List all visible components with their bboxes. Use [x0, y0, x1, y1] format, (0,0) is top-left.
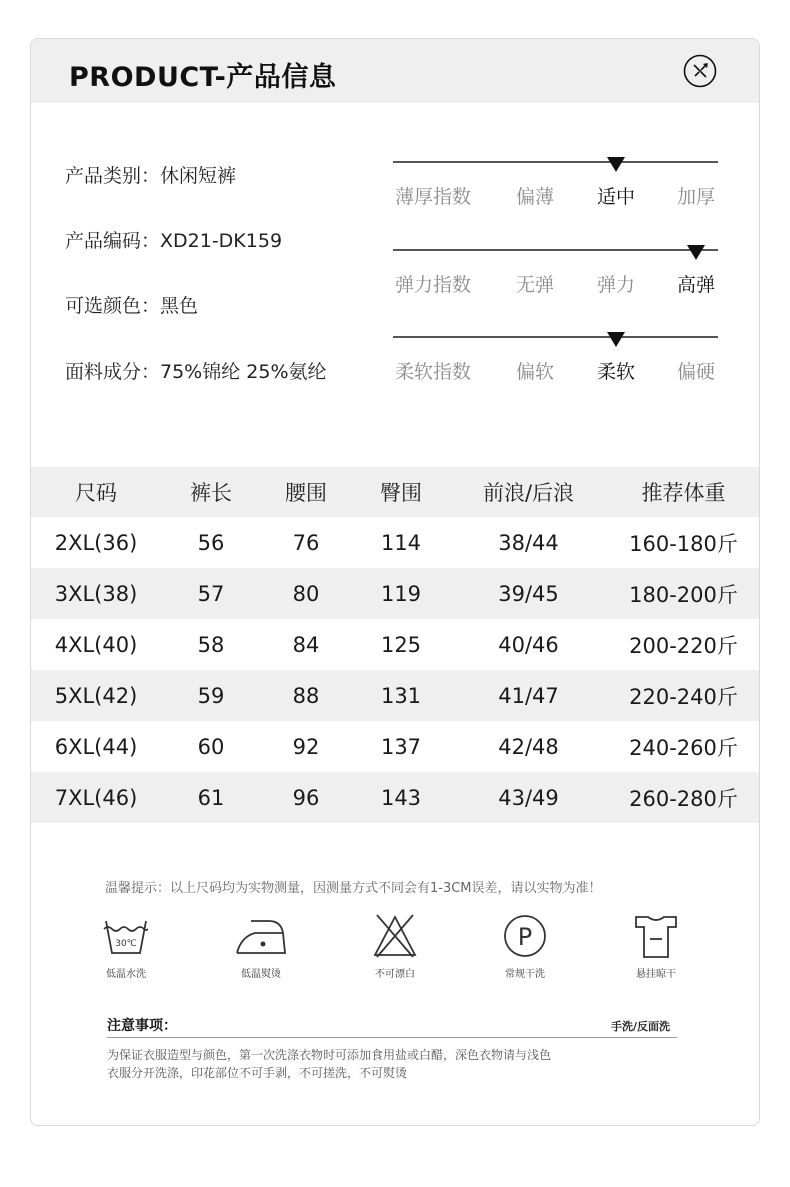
dry-clean-symbol: P	[517, 923, 533, 951]
scale-option: 偏薄	[515, 186, 555, 208]
table-cell: 39/45	[498, 581, 559, 606]
table-cell: 88	[292, 683, 320, 708]
table-cell: 59	[197, 683, 225, 708]
table-cell: 137	[380, 734, 422, 759]
column-header: 尺码	[75, 481, 117, 505]
scale-marker-icon	[607, 332, 625, 347]
elasticity-scale	[393, 249, 718, 319]
table-cell: 220-240斤	[629, 684, 738, 709]
care-label: 低温熨烫	[241, 969, 281, 980]
table-cell: 60	[197, 734, 225, 759]
table-cell: 61	[197, 785, 225, 810]
info-category: 产品类别：休闲短裤	[65, 165, 237, 187]
table-row	[31, 619, 760, 670]
no-bleach-icon	[367, 913, 423, 959]
table-cell: 7XL(46)	[54, 785, 138, 810]
care-item-wash	[81, 911, 171, 981]
scale-option: 弹力	[596, 274, 636, 296]
table-cell: 119	[380, 581, 422, 606]
care-label: 不可漂白	[375, 969, 415, 980]
column-header: 推荐体重	[641, 481, 726, 505]
size-table	[31, 467, 760, 823]
column-header: 前浪/后浪	[482, 481, 575, 505]
page-title: PRODUCT-产品信息	[69, 62, 337, 93]
table-row	[31, 568, 760, 619]
table-cell: 84	[292, 632, 320, 657]
scale-option: 加厚	[676, 186, 716, 208]
dry-clean-icon	[497, 913, 553, 959]
scale-marker-icon	[607, 157, 625, 172]
scale-option-selected: 适中	[596, 186, 636, 208]
notice-line-2: 衣服分开洗涤，印花部位不可手剥，不可搓洗，不可熨烫	[107, 1066, 408, 1080]
table-cell: 43/49	[498, 785, 559, 810]
iron-low-icon	[233, 913, 289, 959]
table-row	[31, 772, 760, 823]
notice-title: 注意事项：	[107, 1018, 177, 1034]
measurement-tip: 温馨提示：以上尺码均为实物测量，因测量方式不同会有1-3CM误差，请以实物为准！	[105, 881, 602, 896]
wash-30-icon	[98, 913, 154, 959]
scale-label: 薄厚指数	[394, 186, 472, 208]
table-cell: 2XL(36)	[54, 530, 138, 555]
table-cell: 180-200斤	[629, 582, 738, 607]
thickness-scale	[393, 161, 718, 231]
divider	[107, 1037, 677, 1038]
table-cell: 125	[380, 632, 422, 657]
info-code: 产品编码：XD21-DK159	[65, 230, 283, 252]
scale-line	[393, 161, 718, 163]
scale-line	[393, 249, 718, 251]
table-cell: 240-260斤	[629, 735, 738, 760]
column-header: 腰围	[285, 481, 327, 505]
product-info-card	[30, 38, 760, 1126]
scale-option-selected: 高弹	[676, 274, 716, 296]
care-item-hang	[611, 911, 701, 981]
table-cell: 5XL(42)	[54, 683, 138, 708]
table-cell: 114	[380, 530, 422, 555]
table-cell: 6XL(44)	[54, 734, 138, 759]
care-item-dryclean	[480, 911, 570, 981]
info-color: 可选颜色：黑色	[65, 295, 199, 317]
table-row	[31, 517, 760, 568]
close-circle-icon[interactable]	[683, 54, 717, 88]
table-row	[31, 670, 760, 721]
care-item-iron	[216, 911, 306, 981]
table-cell: 160-180斤	[629, 531, 738, 556]
wash-temp-label: 30℃	[115, 939, 137, 949]
scale-option: 偏硬	[676, 361, 716, 383]
column-header: 裤长	[190, 481, 232, 505]
softness-scale	[393, 336, 718, 406]
scale-label: 柔软指数	[394, 361, 472, 383]
table-cell: 260-280斤	[629, 786, 738, 811]
notice-line-1: 为保证衣服造型与颜色，第一次洗涤衣物时可添加食用盐或白醋，深色衣物请与浅色	[107, 1048, 552, 1062]
care-label: 低温水洗	[106, 969, 146, 980]
care-label: 常规干洗	[505, 969, 545, 980]
wash-method: 手洗/反面洗	[611, 1020, 671, 1033]
table-cell: 38/44	[498, 530, 559, 555]
table-cell: 56	[197, 530, 225, 555]
table-header-row	[31, 467, 760, 517]
table-cell: 76	[292, 530, 320, 555]
table-cell: 42/48	[498, 734, 559, 759]
table-row	[31, 721, 760, 772]
header-bar	[31, 39, 760, 103]
table-cell: 40/46	[498, 632, 559, 657]
table-cell: 4XL(40)	[54, 632, 138, 657]
scale-line	[393, 336, 718, 338]
table-cell: 200-220斤	[629, 633, 738, 658]
column-header: 臀围	[380, 481, 422, 505]
table-cell: 58	[197, 632, 225, 657]
hang-dry-icon	[628, 913, 684, 959]
scale-option: 偏软	[515, 361, 555, 383]
scale-option: 无弹	[515, 274, 555, 296]
table-cell: 57	[197, 581, 225, 606]
scale-label: 弹力指数	[394, 274, 472, 296]
table-cell: 3XL(38)	[54, 581, 138, 606]
care-label: 悬挂晾干	[636, 969, 676, 980]
info-fabric: 面料成分：75%锦纶 25%氨纶	[65, 361, 327, 383]
table-cell: 131	[380, 683, 422, 708]
care-item-bleach	[350, 911, 440, 981]
table-cell: 96	[292, 785, 320, 810]
table-cell: 143	[380, 785, 422, 810]
table-cell: 41/47	[498, 683, 559, 708]
table-cell: 92	[292, 734, 320, 759]
table-cell: 80	[292, 581, 320, 606]
scale-option-selected: 柔软	[596, 361, 636, 383]
scale-marker-icon	[687, 245, 705, 260]
